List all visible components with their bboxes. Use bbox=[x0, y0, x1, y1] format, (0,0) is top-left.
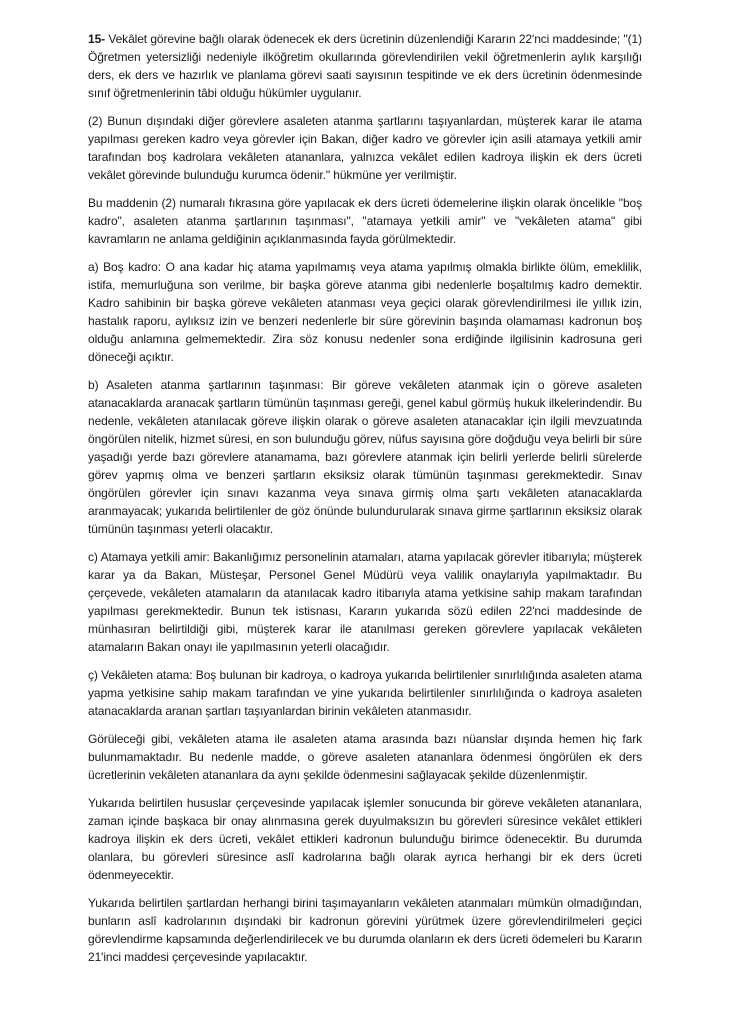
paragraph-b: b) Asaleten atanma şartlarının taşınması: Bir göreve vekâleten atanmak için o göreve asaleten atanacaklarda aranacak şartların tümünün taşınması gereği, genel kabul görmüş hukuk ilkelerindendir. Bu nedenle, vekâleten atanılacak göreve ilişkin olarak o göreve asaleten atanacaklar için ilgili mevzuatında öngörülen nitelik, hizmet süresi, en son bulunduğu görev, nüfus sayısına göre doğduğu veya belirli bir süre yaşadığı yerde bazı görevlere atanamama, bazı görevlere atanmak için belirli yerlerde belirli sürelerde görev yapmış olma ve benzeri şartların eksiksiz olarak tümünün taşınması gerekmektedir. Sınav öngörülen görevler için sınavı kazanma veya sınava girmiş olma şartı vekâleten atanacaklarda aranmayacak; yukarıda belirtilenler de göz önünde bulundurularak sınava girme şartlarının eksiksiz olarak tümünün taşınması yeterli olacaktır. bbox=[88, 378, 642, 536]
paragraph-cc: ç) Vekâleten atama: Boş bulunan bir kadroya, o kadroya yukarıda belirtilenler sınırlılığında asaleten atama yapma yetkisine sahip makam tarafından ve yine yukarıda belirtilenler sınırlılığında o kadroya asaleten atanacaklarda aranan şartları taşıyanlardan birinin vekâleten atanmasıdır. bbox=[88, 668, 642, 718]
paragraph-15 bbox=[88, 30, 642, 102]
paragraph-a: a) Boş kadro: O ana kadar hiç atama yapılmamış veya atama yapılmış olmakla birlikte ölüm, emeklilik, istifa, memurluğuna son verilme, bir başka göreve atanma gibi nedenlerle boşaltılmış kadro demektir. Kadro sahibinin bir başka göreve vekâleten atanması veya geçici olarak görevlendirilmesi ile yıllık izin, hastalık raporu, aylıksız izin ve benzeri nedenlerle bir süre görevinin başında olamaması kadronun boş olduğu anlamına gelmemektedir. Zira söz konusu nedenler sona erdiğinde ilgilisinin kadrosuna geri döneceği açıktır. bbox=[88, 260, 642, 364]
paragraph-text: Vekâlet görevine bağlı olarak ödenecek ek ders ücretinin düzenlendiği Kararın 22'nci maddesinde; "(1) Öğretmen yetersizliği nedeniyle ilköğretim okullarında görevlendirilen vekil öğretmenlerin aylık karşılığı ders, ek ders ve hazırlık ve planlama görevi saati sayısının tespitinde ve ek ders ücretinin ödenmesinde sınıf öğretmenlerinin tâbi olduğu hükümler uygulanır. bbox=[88, 32, 642, 100]
paragraph-2: (2) Bunun dışındaki diğer görevlere asaleten atanma şartlarını taşıyanlardan, müşterek karar ile atama yapılması gereken kadro veya görevler için Bakan, diğer kadro ve görevler için asili atamaya yetkili amir tarafından boş kadrolara vekâleten atananlara, yalnızca vekâlet edilen kadroya ilişkin ek ders ücreti vekâlet görevinde bulunduğu kurumca ödenir." hükmüne yer verilmiştir. bbox=[88, 114, 642, 182]
paragraph-concepts: Bu maddenin (2) numaralı fıkrasına göre yapılacak ek ders ücreti ödemelerine ilişkin olarak öncelikle "boş kadro", asaleten atanma şartlarının taşınması", "atamaya yetkili amir" ve "vekâleten atama" gibi kavramların ne anlama geldiğinin açıklanmasında fayda görülmektedir. bbox=[88, 196, 642, 246]
paragraph-procedure: Yukarıda belirtilen hususlar çerçevesinde yapılacak işlemler sonucunda bir göreve vekâleten atananlara, zaman içinde başkaca bir onay alınmasına gerek duyulmaksızın bu görevleri süresince vekâlet ettikleri kadroya ilişkin ek ders ücreti, vekâlet ettikleri kadronun bulunduğu birimce ödenecektir. Bu durumda olanlara, bu görevleri süresince aslî kadrolarına bağlı olarak ayrıca herhangi bir ek ders ücreti ödenmeyecektir. bbox=[88, 796, 642, 882]
item-number: 15- bbox=[88, 32, 106, 46]
paragraph-conclusion: Görüleceği gibi, vekâleten atama ile asaleten atama arasında bazı nüanslar dışında hemen hiç fark bulunmamaktadır. Bu nedenle madde, o göreve asaleten atananlara ödenmesi öngörülen ek ders ücretlerinin vekâleten atananlara da aynı şekilde ödenmesini sağlayacak şekilde düzenlenmiştir. bbox=[88, 732, 642, 782]
paragraph-final: Yukarıda belirtilen şartlardan herhangi birini taşımayanların vekâleten atanmaları mümkün olmadığından, bunların aslî kadrolarının dışındaki bir kadronun görevini yürütmek üzere görevlendirilmeleri geçici görevlendirme kapsamında değerlendirilecek ve bu durumda olanların ek ders ücreti ödemeleri bu Kararın 21'inci maddesi çerçevesinde yapılacaktır. bbox=[88, 896, 642, 964]
paragraph-c: c) Atamaya yetkili amir: Bakanlığımız personelinin atamaları, atama yapılacak görevler itibarıyla; müşterek karar ya da Bakan, Müsteşar, Personel Genel Müdürü veya valilik onaylarıyla yapılmaktadır. Bu çerçevede, vekâleten atamaların da atanılacak kadro itibarıyla atama yetkisine sahip makam tarafından yapılması gerekmektedir. Bunun tek istisnası, Kararın yukarıda sözü edilen 22'nci maddesinde de münhasıran belirtildiği gibi, müşterek karar ile atanılması gereken görevlere yapılacak vekâleten atamaların Bakan onayı ile yapılmasının yeterli olacağıdır. bbox=[88, 550, 642, 654]
